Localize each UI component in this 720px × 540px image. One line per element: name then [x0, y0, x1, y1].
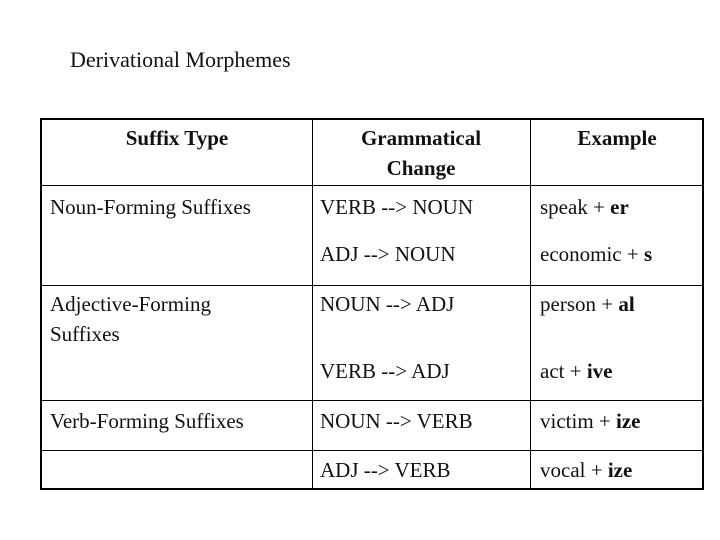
header-example: Example	[577, 126, 657, 150]
row-divider	[42, 185, 702, 186]
column-divider	[530, 120, 531, 488]
suffix-type-cell: Noun-Forming Suffixes	[50, 195, 251, 219]
change-cell: NOUN --> VERB	[320, 409, 473, 433]
row-divider	[42, 285, 702, 286]
row-divider	[42, 450, 702, 451]
example-cell: vocal + ize	[540, 458, 633, 482]
suffix-type-cell-line2: Suffixes	[50, 322, 120, 346]
suffix-type-cell-line1: Adjective-Forming	[50, 292, 211, 316]
example-cell: person + al	[540, 292, 635, 316]
header-suffix-type: Suffix Type	[125, 126, 229, 150]
change-cell: ADJ --> NOUN	[320, 242, 456, 266]
change-cell: ADJ --> VERB	[320, 458, 451, 482]
row-divider	[42, 400, 702, 401]
header-grammatical-change-line2: Change	[386, 156, 456, 180]
example-cell: speak + er	[540, 195, 629, 219]
change-cell: NOUN --> ADJ	[320, 292, 455, 316]
morpheme-table	[40, 118, 704, 490]
page-title: Derivational Morphemes	[70, 47, 291, 72]
suffix-type-cell: Verb-Forming Suffixes	[50, 409, 244, 433]
change-cell: VERB --> NOUN	[320, 195, 473, 219]
header-grammatical-change-line1: Grammatical	[360, 126, 482, 150]
example-cell: victim + ize	[540, 409, 641, 433]
change-cell: VERB --> ADJ	[320, 359, 450, 383]
example-cell: act + ive	[540, 359, 613, 383]
example-cell: economic + s	[540, 242, 653, 266]
